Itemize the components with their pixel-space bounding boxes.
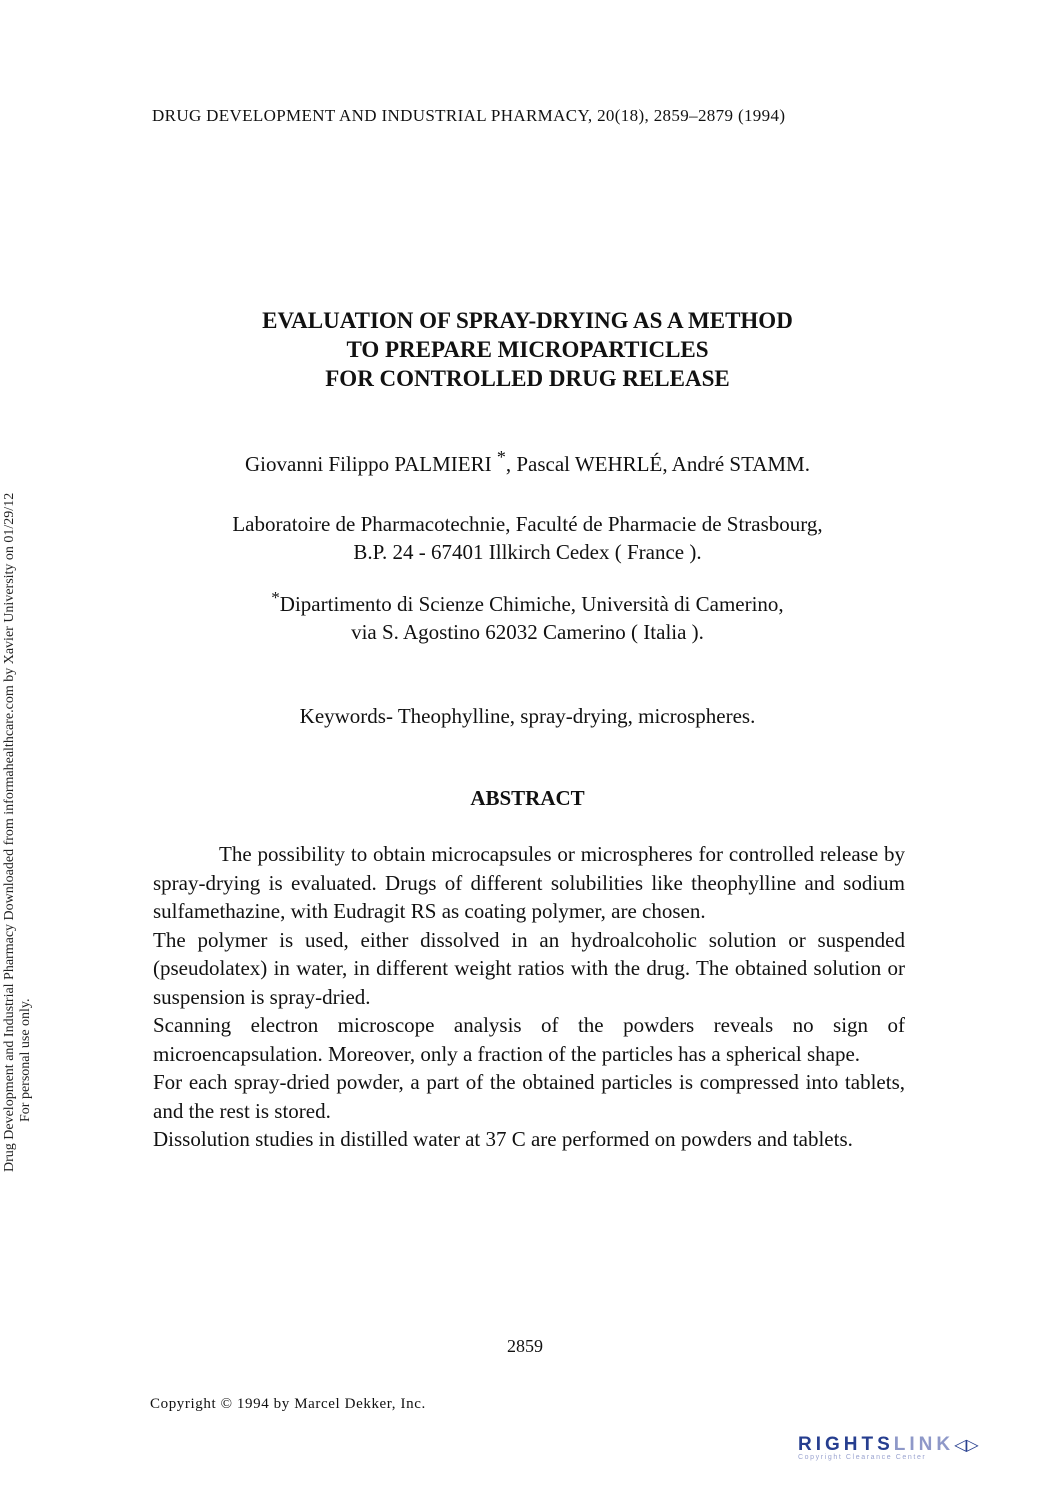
affiliation-marker: * — [271, 588, 280, 607]
rightslink-rights-text: RIGHTS — [798, 1434, 894, 1455]
affiliation-secondary — [150, 590, 905, 646]
title-line-3: FOR CONTROLLED DRUG RELEASE — [325, 366, 730, 391]
rightslink-arrows-icon: ◁▷ — [954, 1437, 979, 1454]
abstract-paragraph: The possibility to obtain microcapsules or microspheres for controlled release by spray-drying is evaluated. Drugs of different solubilities like theophylline and sodium sulfamethazine, with Eudragit RS as coating polymer, are chosen. — [153, 842, 905, 923]
abstract-body — [153, 840, 905, 1154]
rightslink-link-text: LINK — [893, 1434, 955, 1455]
page-number: 2859 — [507, 1336, 543, 1356]
affiliation-primary-line-2: B.P. 24 - 67401 Illkirch Cedex ( France ). — [353, 540, 702, 564]
keywords: Keywords- Theophylline, spray-drying, microspheres. — [299, 704, 756, 728]
title-line-2: TO PREPARE MICROPARTICLES — [346, 337, 709, 362]
author-first: Giovanni Filippo PALMIERI — [245, 452, 497, 476]
watermark-line-1: Drug Development and Industrial Pharmacy Downloaded from informahealthcare.com by Xavier University on 01/29/12 — [2, 492, 17, 1172]
author-affiliation-marker: * — [496, 447, 506, 467]
copyright-notice: Copyright © 1994 by Marcel Dekker, Inc. — [150, 1396, 426, 1412]
abstract-paragraph: Dissolution studies in distilled water at 37 C are performed on powders and tablets. — [153, 1127, 853, 1151]
paper-title — [150, 306, 905, 393]
affiliation-primary — [150, 510, 905, 566]
abstract-paragraph: For each spray-dried powder, a part of the obtained particles is compressed into tablets, and the rest is stored. — [153, 1070, 905, 1123]
affiliation-primary-line-1: Laboratoire de Pharmacotechnie, Faculté de Pharmacie de Strasbourg, — [232, 512, 823, 536]
abstract-paragraph: The polymer is used, either dissolved in an hydroalcoholic solution or suspended (pseudolatex) in water, in different weight ratios with the drug. The obtained solution or suspension is spray-dried. — [153, 927, 905, 1009]
abstract-paragraph: Scanning electron microscope analysis of the powders reveals no sign of microencapsulation. Moreover, only a fraction of the particles has a spherical shape. — [153, 1013, 905, 1066]
affiliation-secondary-line-2: via S. Agostino 62032 Camerino ( Italia ). — [351, 620, 704, 644]
watermark-line-2: For personal use only. — [18, 998, 33, 1122]
rightslink-tagline: Copyright Clearance Center — [798, 1454, 927, 1461]
journal-header: DRUG DEVELOPMENT AND INDUSTRIAL PHARMACY, 20(18), 2859–2879 (1994) — [152, 106, 786, 125]
affiliation-secondary-line-1: Dipartimento di Scienze Chimiche, Università di Camerino, — [279, 592, 784, 616]
title-line-1: EVALUATION OF SPRAY-DRYING AS A METHOD — [262, 308, 793, 333]
abstract-heading: ABSTRACT — [470, 786, 585, 810]
author-rest: , Pascal WEHRLÉ, André STAMM. — [505, 452, 810, 476]
author-list — [150, 447, 905, 477]
rightslink-logo[interactable] — [798, 1434, 1033, 1474]
